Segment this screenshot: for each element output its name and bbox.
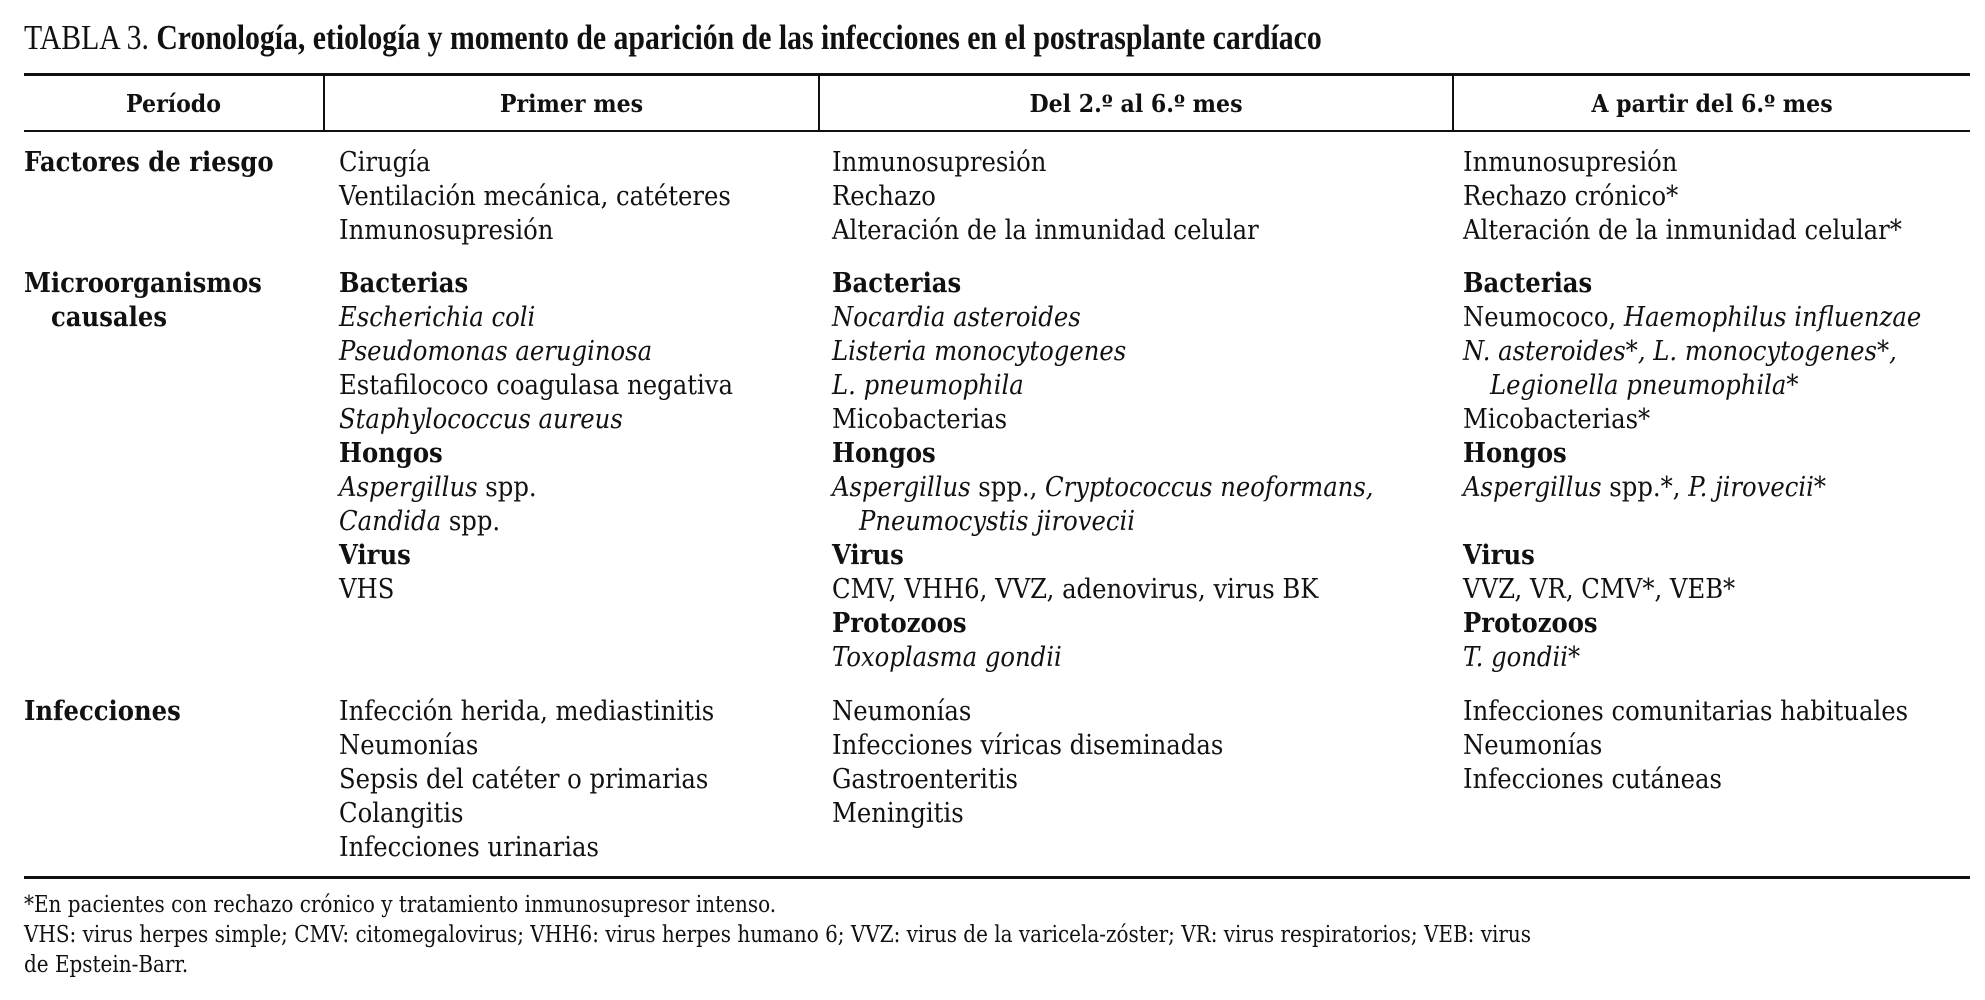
list-item: Pseudomonas aeruginosa: [339, 336, 653, 367]
list-item: Infecciones cutáneas: [1463, 764, 1722, 795]
list-item: Rechazo: [832, 181, 936, 212]
bacteria-heading: Bacterias: [339, 268, 469, 299]
fungi-heading: Hongos: [1463, 438, 1567, 469]
list-item: Gastroenteritis: [832, 764, 1018, 795]
list-item: Alteración de la inmunidad celular*: [1463, 215, 1902, 246]
microorganisms-after-6-months: [1463, 267, 1921, 675]
list-item: Escherichia coli: [339, 302, 536, 333]
infections-after-6-months: [1463, 695, 1908, 797]
list-item: Alteración de la inmunidad celular: [832, 215, 1259, 246]
list-item: Inmunosupresión: [339, 215, 554, 246]
table-bottom-rule: [24, 876, 1970, 879]
virus-heading: Virus: [1463, 540, 1535, 571]
list-item: Rechazo crónico*: [1463, 181, 1679, 212]
header-months-2-6: Del 2.º al 6.º mes: [1029, 88, 1243, 118]
list-item: Candida spp.: [339, 506, 501, 537]
list-item: Inmunosupresión: [832, 147, 1047, 178]
list-item: Neumococo, Haemophilus influenzae: [1463, 302, 1922, 333]
list-item: Staphylococcus aureus: [339, 404, 623, 435]
protozoa-heading: Protozoos: [832, 608, 967, 639]
list-item: Neumonías: [339, 730, 479, 761]
list-item: Pneumocystis jirovecii: [859, 506, 1136, 537]
footnote: *En pacientes con rechazo crónico y tratamiento inmunosupresor intenso.: [24, 892, 777, 918]
header-period: Período: [126, 88, 221, 118]
list-item: VVZ, VR, CMV*, VEB*: [1463, 574, 1736, 605]
list-item: Micobacterias*: [1463, 404, 1651, 435]
fungi-heading: Hongos: [832, 438, 936, 469]
header-first-month: Primer mes: [499, 88, 644, 118]
row-label-infections: Infecciones: [24, 696, 181, 727]
list-item: Legionella pneumophila*: [1490, 370, 1799, 401]
row-label-microorganisms: Microorganismos causales: [24, 268, 262, 333]
protozoa-heading: Protozoos: [1463, 608, 1598, 639]
list-item: Cirugía: [339, 147, 431, 178]
table-caption: [24, 14, 1322, 62]
row-label-risk-factors: Factores de riesgo: [24, 147, 274, 178]
header-divider-2: [818, 76, 820, 130]
header-divider-3: [1452, 76, 1454, 130]
list-item: Listeria monocytogenes: [832, 336, 1127, 367]
list-item: Aspergillus spp., Cryptococcus neoformans,: [832, 472, 1374, 503]
list-item: Neumonías: [1463, 730, 1603, 761]
risk-factors-after-6-months: [1463, 146, 1902, 248]
virus-heading: Virus: [832, 540, 904, 571]
list-item: Aspergillus spp.*, P. jirovecii*: [1463, 472, 1827, 503]
table-title: Cronología, etiología y momento de aparición de las infecciones en el postrasplante cardíaco: [156, 18, 1322, 57]
bacteria-heading: Bacterias: [1463, 268, 1593, 299]
list-item: Infecciones víricas diseminadas: [832, 730, 1224, 761]
list-item: Sepsis del catéter o primarias: [339, 764, 709, 795]
spacer: [1463, 505, 1921, 539]
list-item: Colangitis: [339, 798, 464, 829]
list-item: Neumonías: [832, 696, 972, 727]
table-footnotes: [24, 890, 1934, 980]
microorganisms-first-month: [339, 267, 733, 607]
list-item: Nocardia asteroides: [832, 302, 1081, 333]
fungi-heading: Hongos: [339, 438, 443, 469]
list-item: Ventilación mecánica, catéteres: [339, 181, 731, 212]
list-item: Aspergillus spp.: [339, 472, 537, 503]
list-item: Infecciones comunitarias habituales: [1463, 696, 1909, 727]
footnote: de Epstein-Barr.: [24, 952, 189, 978]
list-item: Infección herida, mediastinitis: [339, 696, 715, 727]
list-item: T. gondii*: [1463, 642, 1581, 673]
list-item: L. pneumophila: [832, 370, 1024, 401]
list-item: CMV, VHH6, VVZ, adenovirus, virus BK: [832, 574, 1319, 605]
table-header-rule: [24, 130, 1970, 132]
infections-months-2-6: [832, 695, 1223, 831]
list-item: Meningitis: [832, 798, 964, 829]
table-label: TABLA 3.: [24, 18, 149, 57]
footnote: VHS: virus herpes simple; CMV: citomegalovirus; VHH6: virus herpes humano 6; VVZ: virus de la varicela-zóster; VR: virus respiratorios; VEB: virus: [24, 922, 1532, 948]
virus-heading: Virus: [339, 540, 411, 571]
header-divider-1: [323, 76, 325, 130]
list-item: Estafilococo coagulasa negativa: [339, 370, 733, 401]
risk-factors-first-month: [339, 146, 731, 248]
list-item: Toxoplasma gondii: [832, 642, 1062, 673]
list-item: Micobacterias: [832, 404, 1008, 435]
microorganisms-months-2-6: [832, 267, 1374, 675]
bacteria-heading: Bacterias: [832, 268, 962, 299]
infections-first-month: [339, 695, 714, 865]
list-item: VHS: [339, 574, 395, 605]
list-item: Infecciones urinarias: [339, 832, 600, 863]
risk-factors-months-2-6: [832, 146, 1259, 248]
list-item: Inmunosupresión: [1463, 147, 1678, 178]
list-item: N. asteroides*, L. monocytogenes*,: [1463, 336, 1897, 367]
header-after-6-months: A partir del 6.º mes: [1591, 88, 1833, 118]
